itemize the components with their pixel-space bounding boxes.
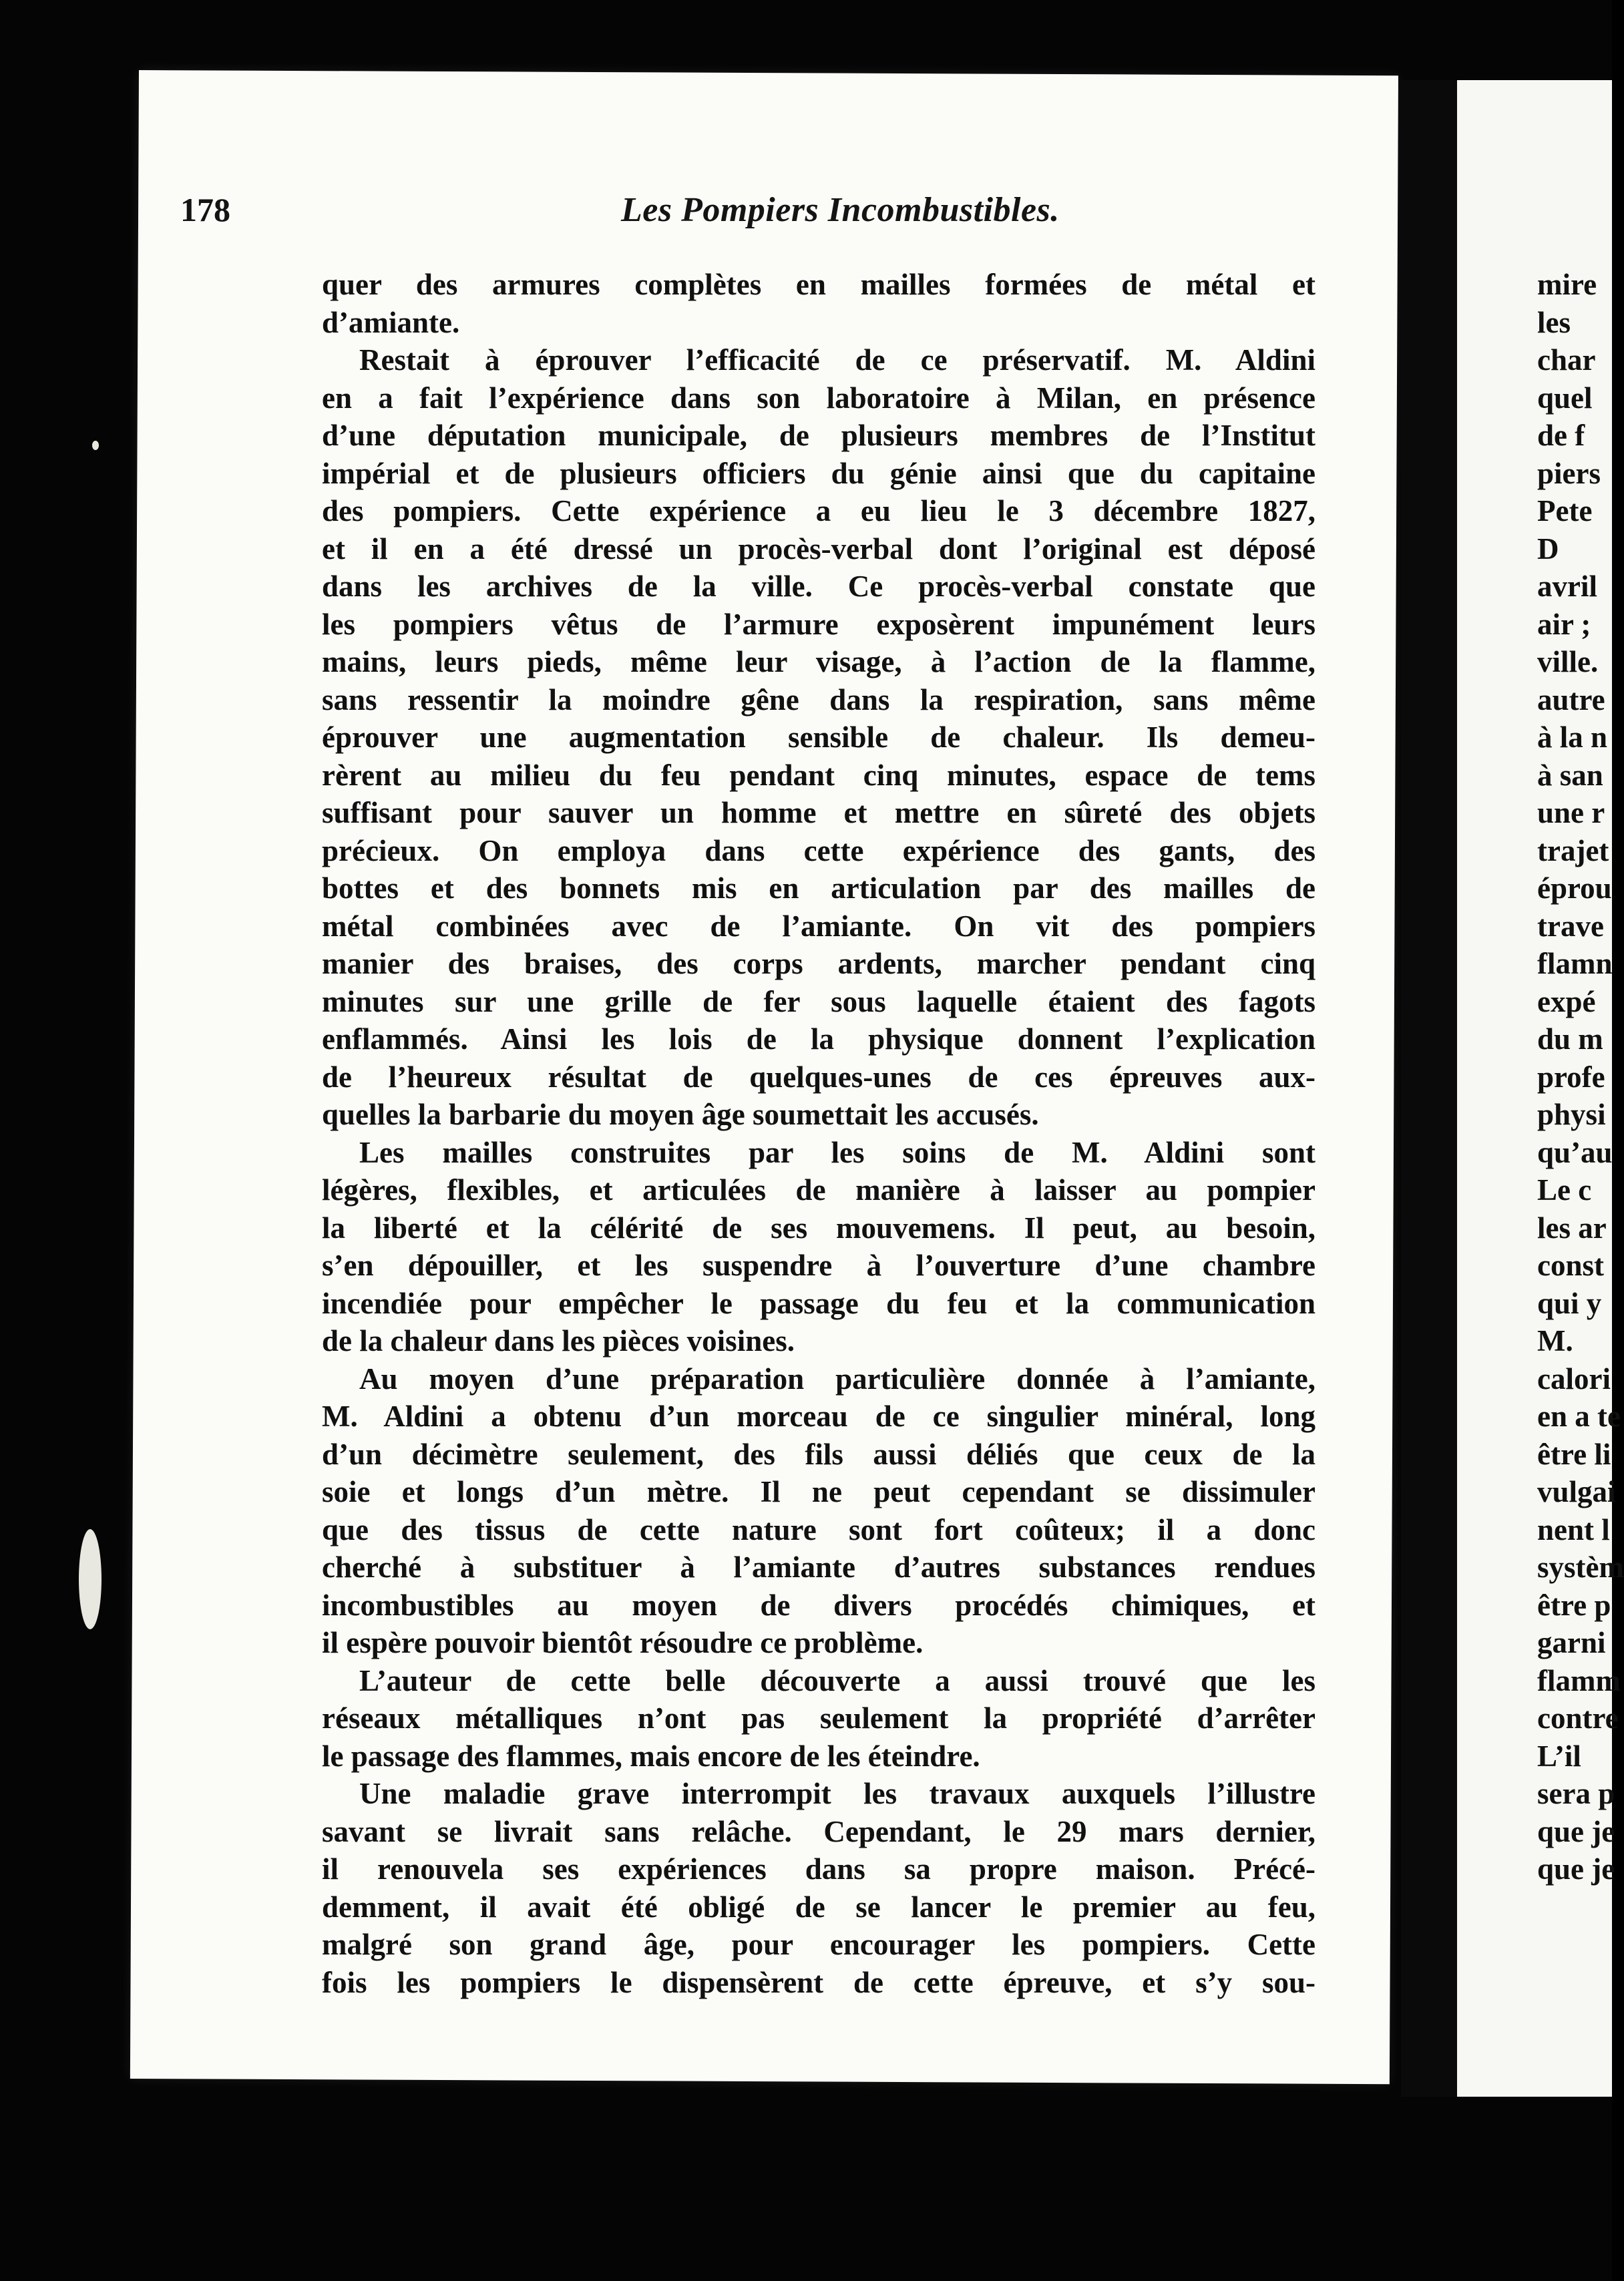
text-line: légères, flexibles, et articulées de manière à laisser au pompier [322, 1173, 1315, 1207]
text-line: mains, leurs pieds, même leur visage, à l’action de la flamme, [322, 645, 1315, 678]
right-page-line: à la n [1537, 720, 1608, 754]
right-page-line: L’il [1537, 1739, 1581, 1773]
text-line: les pompiers vêtus de l’armure exposèrent impunément leurs [322, 607, 1315, 641]
right-page-line: const [1537, 1249, 1604, 1282]
text-line: soie et longs d’un mètre. Il ne peut cependant se dissimuler [322, 1475, 1315, 1508]
right-page-line: trave [1537, 909, 1604, 943]
text-line: bottes et des bonnets mis en articulation par des mailles de [322, 871, 1315, 905]
right-page-line: Pete [1537, 494, 1593, 528]
text-line: Les mailles construites par les soins de M. Aldini sont [359, 1135, 1315, 1169]
text-line: de l’heureux résultat de quelques-unes de ces épreuves aux- [322, 1060, 1315, 1094]
text-line: quer des armures complètes en mailles formées de métal et [322, 268, 1315, 301]
right-page-line: être p [1537, 1588, 1611, 1622]
paper-speck [92, 441, 99, 450]
text-line: rèrent au milieu du feu pendant cinq minutes, espace de tems [322, 758, 1315, 792]
right-page-line: qui y [1537, 1286, 1602, 1320]
text-line: manier des braises, des corps ardents, marcher pendant cinq [322, 947, 1315, 980]
text-line: incombustibles au moyen de divers procédés chimiques, et [322, 1588, 1315, 1622]
page-header [180, 190, 1315, 237]
right-page-line: Le c [1537, 1173, 1592, 1207]
text-line: éprouver une augmentation sensible de chaleur. Ils demeu- [322, 720, 1315, 754]
text-line: malgré son grand âge, pour encourager les pompiers. Cette [322, 1928, 1315, 1961]
right-page-line: profe [1537, 1060, 1605, 1094]
right-page-line: quel [1537, 381, 1593, 415]
text-line: en a fait l’expérience dans son laboratoire à Milan, en présence [322, 381, 1315, 415]
text-line: réseaux métalliques n’ont pas seulement la propriété d’arrêter [322, 1701, 1315, 1735]
right-page-line: air ; [1537, 607, 1591, 641]
right-page-line: du m [1537, 1022, 1603, 1056]
right-page-line: calori [1537, 1362, 1611, 1396]
text-line: d’une députation municipale, de plusieurs membres de l’Institut [322, 419, 1315, 452]
right-page-line: que je [1537, 1852, 1615, 1886]
running-title: Les Pompiers Incombustibles. [621, 191, 1060, 229]
right-page-line: ville. [1537, 645, 1599, 678]
text-line: précieux. On employa dans cette expérience des gants, des [322, 833, 1315, 867]
text-line: le passage des flammes, mais encore de les éteindre. [322, 1739, 980, 1773]
text-line: savant se livrait sans relâche. Cependant, le 29 mars dernier, [322, 1814, 1315, 1848]
right-page-text [1537, 266, 1624, 1888]
text-line: d’amiante. [322, 305, 460, 339]
text-line: que des tissus de cette nature sont fort coûteux; il a donc [322, 1512, 1315, 1546]
right-page-line: les ar [1537, 1211, 1607, 1245]
text-line: il espère pouvoir bientôt résoudre ce problème. [322, 1626, 924, 1659]
right-page-line: à san [1537, 758, 1603, 792]
paper-speck [79, 1529, 102, 1629]
text-line: M. Aldini a obtenu d’un morceau de ce singulier minéral, long [322, 1400, 1315, 1433]
text-line: L’auteur de cette belle découverte a aussi trouvé que les [359, 1663, 1315, 1697]
right-page-line: garni [1537, 1626, 1606, 1659]
text-line: la liberté et la célérité de ses mouvemens. Il peut, au besoin, [322, 1211, 1315, 1245]
right-page-line: de f [1537, 419, 1585, 452]
body-text [322, 266, 1315, 2001]
right-page-line: vulgai [1537, 1475, 1616, 1508]
text-line: métal combinées avec de l’amiante. On vit des pompiers [322, 909, 1315, 943]
text-line: quelles la barbarie du moyen âge soumettait les accusés. [322, 1098, 1039, 1131]
right-page-line: éprou [1537, 871, 1612, 905]
text-line: minutes sur une grille de fer sous laquelle étaient des fagots [322, 984, 1315, 1018]
text-line: enflammés. Ainsi les lois de la physique donnent l’explication [322, 1022, 1315, 1056]
right-page-line: mire [1537, 268, 1597, 301]
text-line: il renouvela ses expériences dans sa propre maison. Précé- [322, 1852, 1315, 1886]
text-line: dans les archives de la ville. Ce procès-verbal constate que [322, 570, 1315, 603]
right-page-line: physi [1537, 1098, 1606, 1131]
text-line: des pompiers. Cette expérience a eu lieu le 3 décembre 1827, [322, 494, 1315, 528]
right-page-line: être li [1537, 1437, 1611, 1471]
text-line: incendiée pour empêcher le passage du feu et la communication [322, 1286, 1315, 1320]
right-page-line: contre [1537, 1701, 1619, 1735]
right-page-line: systèm [1537, 1550, 1624, 1584]
right-page-line: D [1537, 532, 1559, 566]
right-page-line: char [1537, 343, 1596, 377]
right-page-line: expé [1537, 984, 1596, 1018]
right-page-line: M. [1537, 1324, 1573, 1358]
right-page-line: en a te [1537, 1400, 1621, 1433]
text-line: demment, il avait été obligé de se lancer le premier au feu, [322, 1890, 1315, 1924]
text-line: impérial et de plusieurs officiers du génie ainsi que du capitaine [322, 456, 1315, 490]
right-page-line: nent l [1537, 1512, 1610, 1546]
text-line: Une maladie grave interrompit les travaux auxquels l’illustre [359, 1777, 1315, 1810]
text-line: Au moyen d’une préparation particulière donnée à l’amiante, [359, 1362, 1315, 1396]
right-page-line: que je [1537, 1814, 1615, 1848]
right-page-line: autre [1537, 682, 1605, 716]
page-number: 178 [180, 191, 230, 228]
right-page-line: une r [1537, 796, 1605, 829]
right-page-line: qu’au [1537, 1135, 1613, 1169]
right-page-line: flamn [1537, 947, 1613, 980]
text-line: d’un décimètre seulement, des fils aussi déliés que ceux de la [322, 1437, 1315, 1471]
right-page-line: flamm [1537, 1663, 1621, 1697]
text-line: fois les pompiers le dispensèrent de cette épreuve, et s’y sou- [322, 1965, 1315, 1999]
right-page-line: les [1537, 305, 1571, 339]
text-line: de la chaleur dans les pièces voisines. [322, 1324, 795, 1358]
right-page-line: trajet [1537, 833, 1609, 867]
text-line: s’en dépouiller, et les suspendre à l’ouverture d’une chambre [322, 1249, 1315, 1282]
book-gutter [1401, 80, 1462, 2097]
text-line: sans ressentir la moindre gêne dans la respiration, sans même [322, 682, 1315, 716]
right-page-line: avril [1537, 570, 1597, 603]
text-line: Restait à éprouver l’efficacité de ce préservatif. M. Aldini [359, 343, 1315, 377]
text-line: suffisant pour sauver un homme et mettre en sûreté des objets [322, 796, 1315, 829]
text-line: cherché à substituer à l’amiante d’autres substances rendues [322, 1550, 1315, 1584]
right-page-line: piers [1537, 456, 1601, 490]
text-line: et il en a été dressé un procès-verbal dont l’original est déposé [322, 532, 1315, 566]
right-page-line: sera p [1537, 1777, 1615, 1810]
